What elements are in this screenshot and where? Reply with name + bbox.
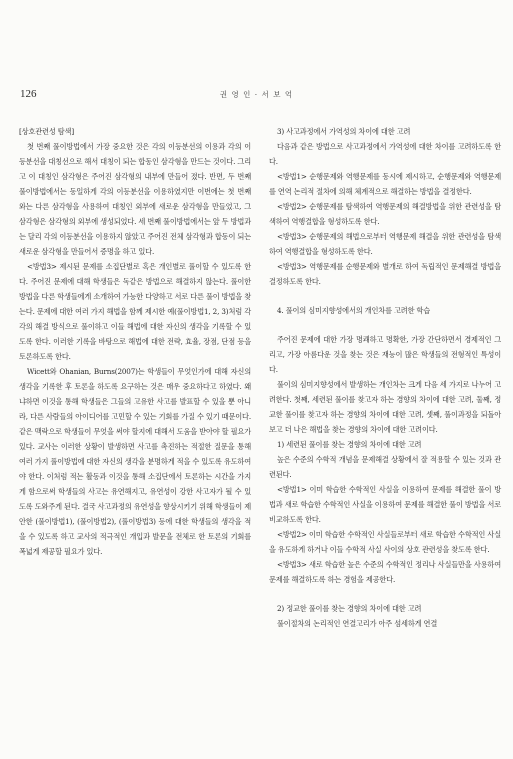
right-column — [269, 124, 501, 631]
left-column — [19, 124, 251, 559]
paragraph: 주어진 문제에 대한 가장 명쾌하고 명확한, 가장 간단하면서 경제적인 그리고, 가장 아름다운 것을 찾는 것은 재능이 많은 학생들의 전형적인 특성이다. — [269, 335, 501, 374]
paragraph: Wicett와 Ohanian, Burns(2007)는 학생들이 무엇인가에 대해 자신의 생각을 기록한 후 토론을 하도록 요구하는 것은 매우 중요하다고 하였다. 왜냐하면 이것을 통해 학생들은 그들의 고유한 사고를 발표할 수 있을 뿐 아니라, 다른 사람들의 아이디어를 고민할 수 있는 기회를 가질 수 있기 때문이다. 같은 맥락으로 학생들이 무엇을 써야 할지에 대해서 도움을 받아야 할 필요가 있다. 교사는 이러한 상황이 발생하면 사고를 촉진하는 적절한 질문을 통해 여러 가지 풀이방법에 대한 자신의 생각을 분명하게 적을 수 있도록 유도하여야 한다. 이처럼 적는 활동과 이것을 통해 소집단에서 토론하는 시간을 가지게 함으로써 학생들의 사고는 유연해지고, 유연성이 강한 사고자가 될 수 있도록 도와주게 된다. 결국 사고과정의 유연성을 향상시키기 위해 학생들이 제안한 (풀이방법1), (풀이방법2), (풀이방법3) 등에 대한 학생들의 생각을 적을 수 있도록 하고 교사의 적극적인 개입과 발문을 전체로 한 토론의 기회를 폭넓게 제공할 필요가 있다. — [19, 367, 251, 556]
paragraph: <방법2> 순행문제를 탐색하여 역행문제의 해결방법을 위한 관련성을 탐색하여 역행결합을 형성하도록 한다. — [269, 202, 501, 226]
section-label: [상호관련성 탐색] — [19, 127, 74, 136]
subsection-heading: 2) 정교한 풀이를 찾는 경향의 차이에 대한 고려 — [277, 604, 422, 613]
running-title: 권 영 인 · 서 보 억 — [219, 90, 294, 99]
paragraph: <방법3> 역행문제를 순행문제와 별개로 하여 독립적인 문제해결 방법을 결정하도록 한다. — [269, 262, 501, 286]
paragraph: <방법3> 순행문제의 해법으로부터 역행문제 해결을 위한 관련성을 탐색하여 역행결합을 형성하도록 한다. — [269, 232, 501, 256]
page-number: 126 — [20, 88, 37, 100]
paragraph: <방법1> 순행문제와 역행문제를 동시에 제시하고, 순행문제와 역행문제를 연역 논리적 절차에 의해 체계적으로 해결하는 방법을 결정한다. — [269, 172, 501, 196]
page-header — [0, 88, 513, 104]
subsection-heading: 3) 사고과정에서 가역성의 차이에 대한 고려 — [277, 127, 411, 136]
paragraph: 높은 수준의 수학적 개념을 문제해결 상황에서 잘 적용할 수 있는 것과 관련된다. — [269, 455, 501, 479]
section-heading: 4. 풀이의 심미지향성에서의 개인차를 고려한 학습 — [277, 306, 431, 315]
paragraph: <방법2> 이미 학습한 수학적인 사실들로부터 새로 학습한 수학적인 사실을 유도하게 하거나 이들 수학적 사실 사이의 상호 관련성을 찾도록 한다. — [269, 530, 501, 554]
paragraph: 풀이의 심미지향성에서 발생하는 개인차는 크게 다음 세 가지로 나누어 고려한다. 첫째, 세련된 풀이를 찾고자 하는 경향의 차이에 대한 고려, 둘째, 정교한 풀이를 찾고자 하는 경향의 차이에 대한 고려, 셋째, 풀이과정을 되돌아보고 더 나은 해법을 찾는 경향의 차이에 대한 고려이다. — [269, 380, 501, 434]
paragraph: 첫 번째 풀이방법에서 가장 중요한 것은 각의 이등분선의 이용과 각의 이등분선을 대칭선으로 해서 대칭이 되는 합동인 삼각형을 만드는 것이다. 그리고 이 대칭인 삼각형은 주어진 삼각형의 내부에 만들어 졌다. 반면, 두 번째 풀이방법에서는 동일하게 각의 이등분선을 이용하였지만 이번에는 첫 번째와는 다른 삼각형을 사용하여 대칭인 외부에 새로운 삼각형을 만들었고, 그 삼각형은 삼각형의 외부에 생성되었다. 세 번째 풀이방법에서는 앞 두 방법과는 달리 각의 이등분선을 이용하지 않았고 주어진 전체 삼각형과 합동이 되는 새로운 삼각형을 만들어서 증명을 하고 있다. — [19, 142, 251, 256]
subsection-heading: 1) 세련된 풀이를 찾는 경향의 차이에 대한 고려 — [277, 440, 422, 449]
paragraph: <방법3> 새로 학습한 높은 수준의 수학적인 정리나 사실들만을 사용하여 문제를 해결하도록 하는 경험을 제공한다. — [269, 560, 501, 584]
paragraph: <방법1> 이미 학습한 수학적인 사실을 이용하여 문제를 해결한 풀이 방법과 새로 학습한 수학적인 사실을 이용하여 문제를 해결한 풀이 방법을 서로 비교하도록 한다. — [269, 485, 501, 524]
paragraph: <방법3> 제시된 문제를 소집단별로 혹은 개인별로 풀이할 수 있도록 한다. 주어진 문제에 대해 학생들은 독같은 방법으로 해결하지 않는다. 풀이한 방법을 다른 학생들에게 소개하여 가능한 다양하고 서로 다른 풀이 방법을 찾는다. 문제에 대한 여러 가지 해법을 함께 제시한 예(풀이방법1, 2, 3)처럼 각각의 해결 방식으로 풀이하고 이들 해법에 대한 자신의 생각을 기록할 수 있도록 한다. 이러한 기록을 바탕으로 해법에 대한 전략, 효율, 장점, 단점 등을 토론하도록 한다. — [19, 262, 251, 361]
paragraph: 다음과 같은 방법으로 사고과정에서 가역성에 대한 차이를 고려하도록 한다. — [269, 142, 501, 166]
paragraph: 풀이절차의 논리적인 연결고리가 아주 섬세하게 연결 — [277, 619, 438, 628]
